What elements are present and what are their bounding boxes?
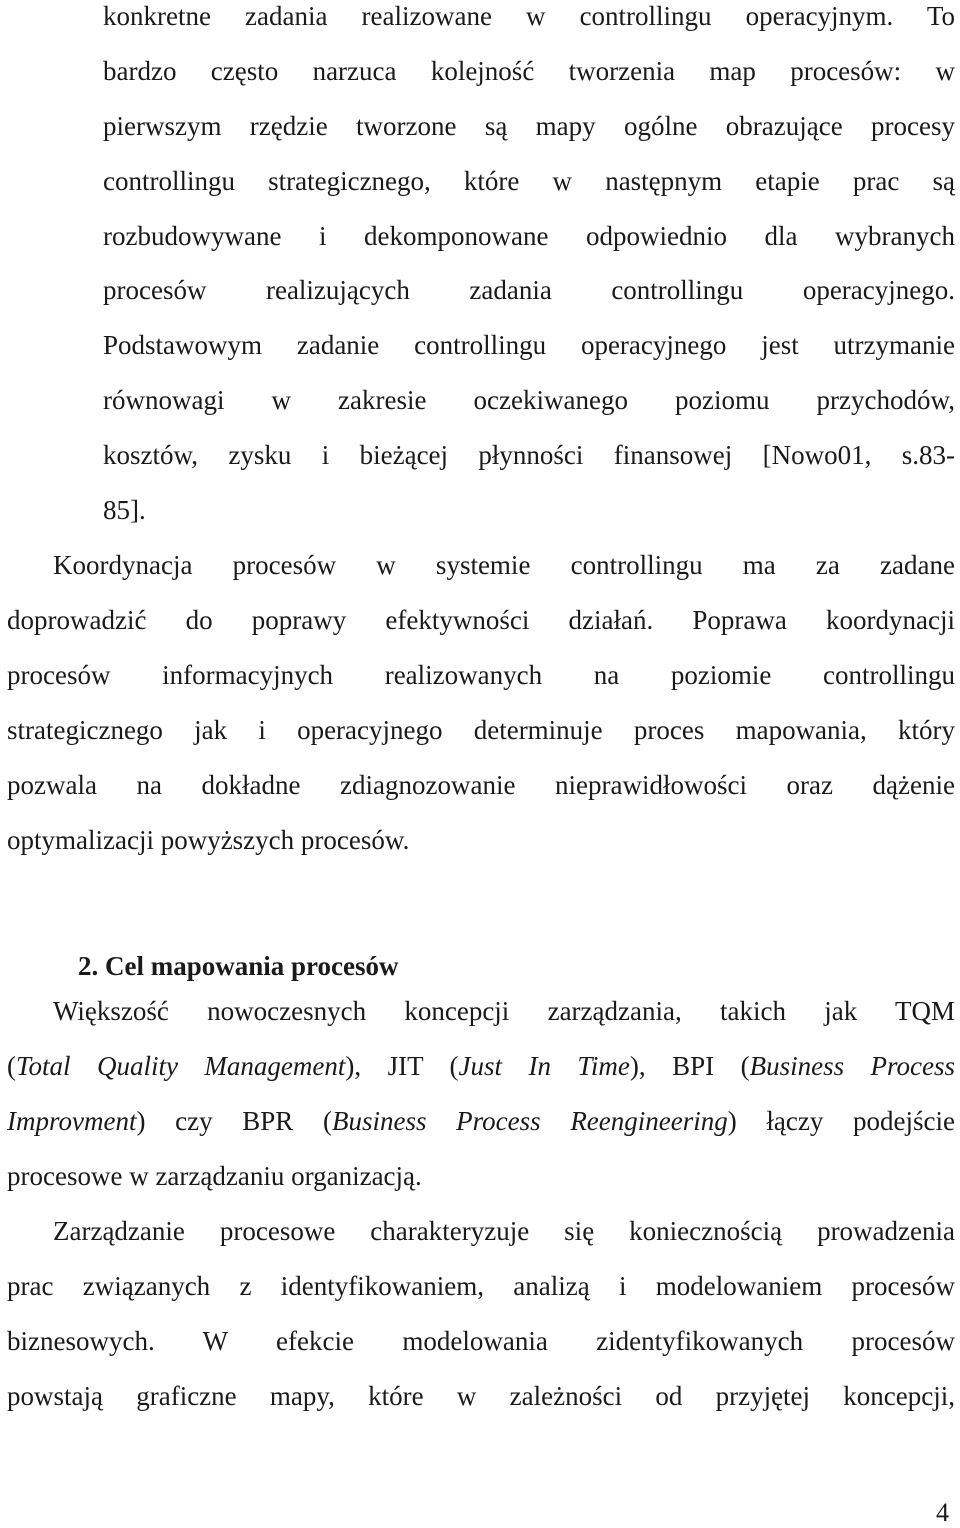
text-line: konkretne zadania realizowane w controllingu operacyjnym. To <box>103 1 955 31</box>
italic-term: Total Quality Management <box>16 1051 346 1081</box>
italic-term: Business Process <box>749 1051 956 1081</box>
text-fragment: ), JIT ( <box>345 1051 459 1081</box>
paragraph-first-line: Koordynacja procesów w systemie controllingu ma za zadane <box>53 550 955 580</box>
text-line: powstają graficzne mapy, które w zależności od przyjętej koncepcji, <box>7 1381 955 1411</box>
text-line: procesów informacyjnych realizowanych na poziomie controllingu <box>7 660 955 690</box>
text-line: bardzo często narzuca kolejność tworzenia map procesów: w <box>103 56 955 86</box>
text-fragment: ) łączy podejście <box>727 1106 956 1136</box>
italic-term: Improvment <box>7 1106 137 1136</box>
text-line: controllingu strategicznego, które w następnym etapie prac są <box>103 166 955 196</box>
text-line: Podstawowym zadanie controllingu operacyjnego jest utrzymanie <box>103 330 955 360</box>
text-line: optymalizacji powyższych procesów. <box>7 825 410 855</box>
italic-term: Business Process Reengineering <box>331 1106 728 1136</box>
text-line: 85]. <box>103 495 146 525</box>
text-line: biznesowych. W efekcie modelowania zidentyfikowanych procesów <box>7 1326 955 1356</box>
text-line: strategicznego jak i operacyjnego determinuje proces mapowania, który <box>7 715 955 745</box>
text-line: rozbudowywane i dekomponowane odpowiednio dla wybranych <box>103 221 955 251</box>
text-line: doprowadzić do poprawy efektywności działań. Poprawa koordynacji <box>7 605 955 635</box>
text-line: procesowe w zarządzaniu organizacją. <box>7 1161 422 1191</box>
text-fragment: ), BPI ( <box>629 1051 750 1081</box>
text-line: kosztów, zysku i bieżącej płynności finansowej [Nowo01, s.83- <box>103 440 955 470</box>
text-line: procesów realizujących zadania controllingu operacyjnego. <box>103 275 955 305</box>
italic-term: Just In Time <box>458 1051 630 1081</box>
text-line: równowagi w zakresie oczekiwanego poziomu przychodów, <box>103 385 955 415</box>
text-fragment: ) czy BPR ( <box>136 1106 332 1136</box>
text-line <box>7 1105 955 1137</box>
page-number: 4 <box>936 1498 949 1527</box>
section-heading: 2. Cel mapowania procesów <box>78 951 399 982</box>
text-line <box>7 1050 955 1082</box>
paragraph-first-line: Większość nowoczesnych koncepcji zarządzania, takich jak TQM <box>53 996 955 1026</box>
text-line: prac związanych z identyfikowaniem, analizą i modelowaniem procesów <box>7 1271 955 1301</box>
text-line: pozwala na dokładne zdiagnozowanie nieprawidłowości oraz dążenie <box>7 770 955 800</box>
text-fragment: ( <box>7 1051 16 1081</box>
text-line: pierwszym rzędzie tworzone są mapy ogólne obrazujące procesy <box>103 111 955 141</box>
paragraph-first-line: Zarządzanie procesowe charakteryzuje się koniecznością prowadzenia <box>53 1216 955 1246</box>
